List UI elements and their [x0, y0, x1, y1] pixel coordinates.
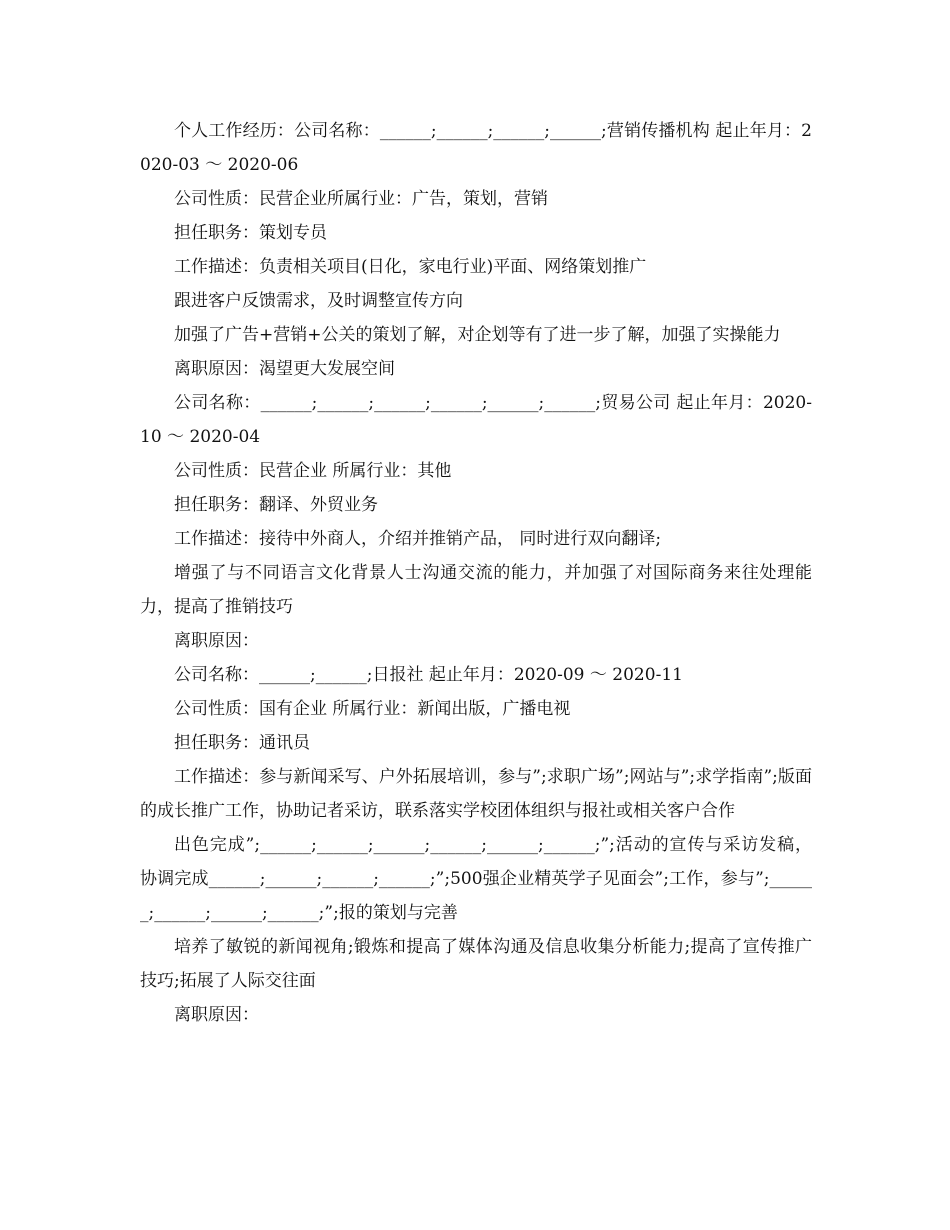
paragraph-company-nature: 公司性质：民营企业 所属行业：其他 — [174, 461, 452, 481]
paragraph-job-description: 工作描述：接待中外商人，介绍并推销产品， 同时进行双向翻译; — [174, 529, 662, 549]
work-experience-section — [140, 114, 812, 1032]
paragraph-achievement: 增强了与不同语言文化背景人士沟通交流的能力，并加强了对国际商务来往处理能力，提高了推销技巧 — [140, 563, 812, 617]
paragraph-achievement: 培养了敏锐的新闻视角;锻炼和提高了媒体沟通及信息收集分析能力;提高了宣传推广技巧;拓展了人际交往面 — [140, 937, 812, 991]
paragraph-job-description: 工作描述：参与新闻采写、户外拓展培训，参与”;求职广场”;网站与”;求学指南”;版面的成长推广工作，协助记者采访，联系落实学校团体组织与报社或相关客户合作 — [140, 767, 812, 821]
paragraph-leave-reason: 离职原因： — [174, 631, 259, 651]
paragraph-position: 担任职务：通讯员 — [174, 733, 310, 753]
paragraph-position: 担任职务：策划专员 — [174, 223, 327, 243]
paragraph-job-description: 工作描述：负责相关项目(日化，家电行业)平面、网络策划推广 — [174, 257, 647, 277]
paragraph-job-detail: 跟进客户反馈需求，及时调整宣传方向 — [174, 291, 463, 311]
paragraph-position: 担任职务：翻译、外贸业务 — [174, 495, 378, 515]
paragraph-job-detail: 出色完成”;______;______;______;______;______;______;”;活动的宣传与采访发稿，协调完成______;______;______;______;”;500强企业精英学子见面会”;工作，参与”;______;______;______;______;”;报的策划与完善 — [140, 835, 812, 923]
paragraph-company-nature: 公司性质：国有企业 所属行业：新闻出版，广播电视 — [174, 699, 571, 719]
paragraph-leave-reason: 离职原因： — [174, 1005, 259, 1025]
paragraph-company-name: 公司名称：______;______;日报社 起止年月：2020-09 ～ 2020-11 — [174, 665, 683, 685]
paragraph-achievement: 加强了广告+营销+公关的策划了解，对企划等有了进一步了解，加强了实操能力 — [174, 325, 781, 345]
paragraph-leave-reason: 离职原因：渴望更大发展空间 — [174, 359, 395, 379]
paragraph-company-name: 公司名称：______;______;______;______;______;______;贸易公司 起止年月：2020-10 ～ 2020-04 — [140, 393, 812, 447]
paragraph-company-nature: 公司性质：民营企业所属行业：广告，策划，营销 — [174, 189, 548, 209]
paragraph-experience-header: 个人工作经历：公司名称：______;______;______;______;营销传播机构 起止年月：2020-03 ～ 2020-06 — [140, 121, 812, 175]
